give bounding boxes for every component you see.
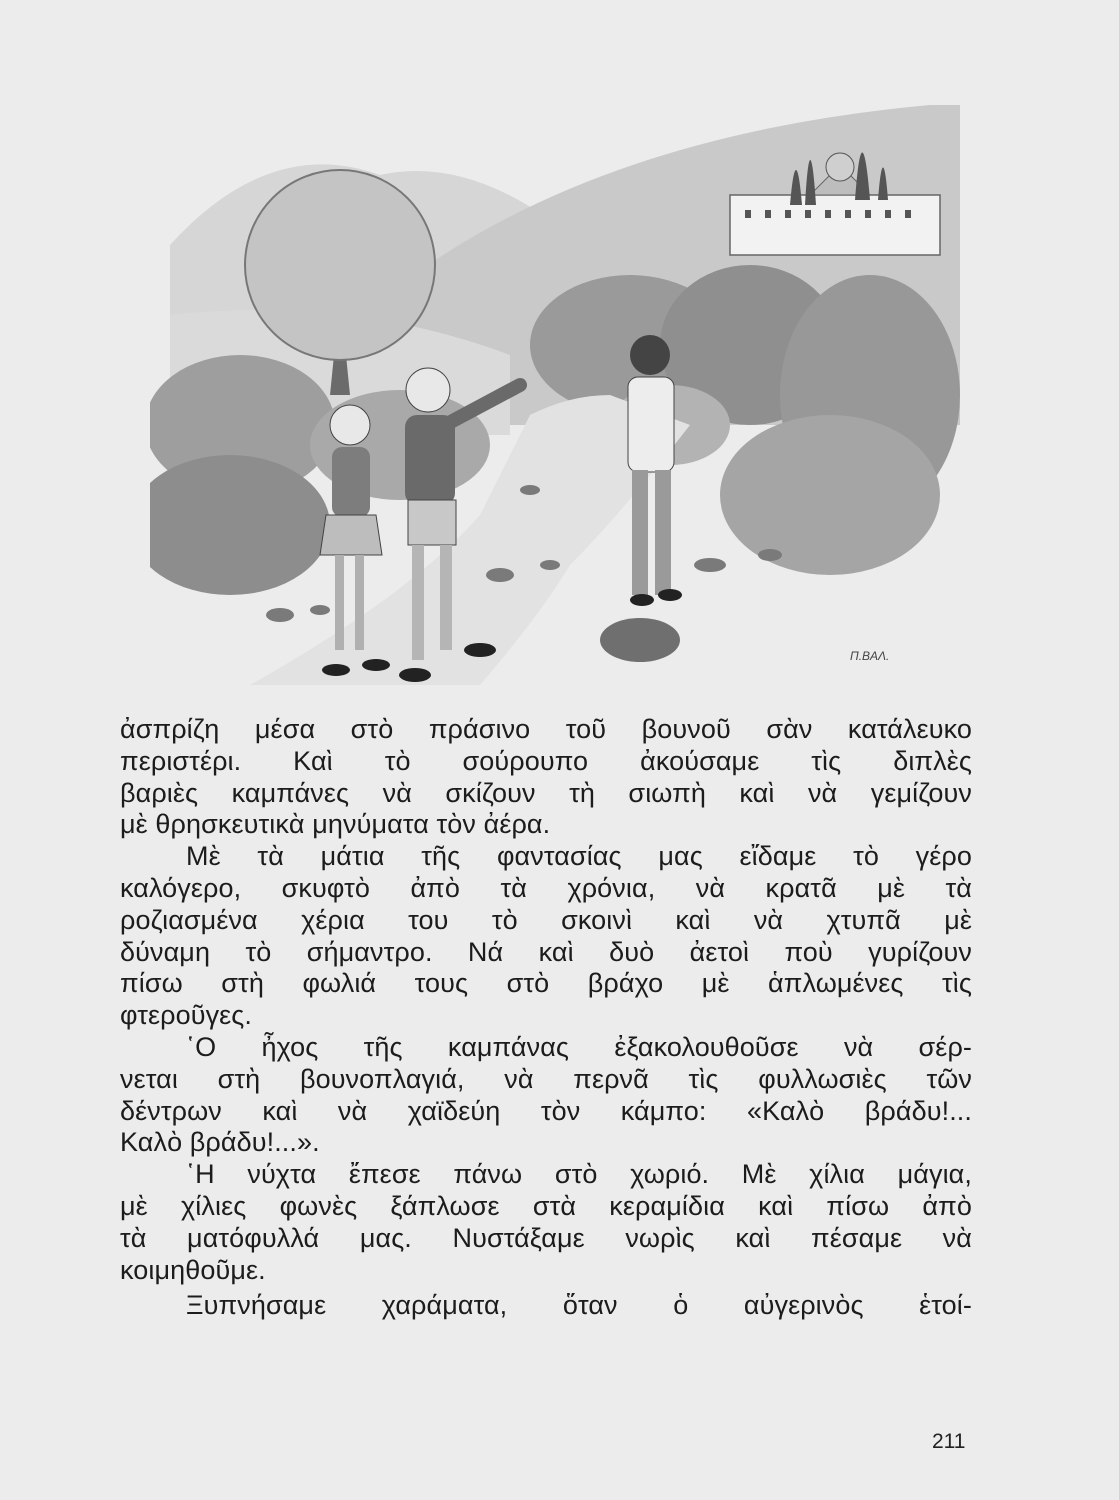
text-line: ῾Ο ἦχος τῆς καμπάνας ἐξακολουθοῦσε νὰ σέρ-	[186, 1031, 972, 1062]
text-line: ροζιασμένα χέρια του τὸ σκοινὶ καὶ νὰ χτυπᾶ μὲ	[120, 904, 972, 935]
text-line: δέντρων καὶ νὰ χαϊδεύη τὸν κάμπο: «Καλὸ βράδυ!...	[120, 1095, 972, 1126]
text-line: Καλὸ βράδυ!...».	[120, 1127, 320, 1158]
text-line: Ξυπνήσαμε χαράματα, ὅταν ὁ αὐγερινὸς ἑτοί-	[186, 1290, 972, 1321]
illustration-drawing	[150, 95, 960, 695]
text-line: περιστέρι. Καὶ τὸ σούρουπο ἀκούσαμε τὶς διπλὲς	[120, 745, 972, 776]
text-line: μὲ θρησκευτικὰ μηνύματα τὸν ἀέρα.	[120, 809, 551, 840]
text-line: πίσω στὴ φωλιά τους στὸ βράχο μὲ ἁπλωμένες τὶς	[120, 968, 972, 999]
text-line: ἀσπρίζη μέσα στὸ πράσινο τοῦ βουνοῦ σὰν κατάλευκο	[120, 714, 972, 744]
text-line: κοιμηθοῦμε.	[120, 1254, 266, 1285]
text-line: νεται στὴ βουνοπλαγιά, νὰ περνᾶ τὶς φυλλωσιὲς τῶν	[120, 1063, 972, 1094]
text-line: ῾Η νύχτα ἔπεσε πάνω στὸ χωριό. Μὲ χίλια μάγια,	[186, 1159, 972, 1190]
illustrator-signature: Π.ΒΑΛ.	[850, 649, 890, 663]
text-line: τὰ ματόφυλλά μας. Νυστάξαμε νωρὶς καὶ πέσαμε νὰ	[120, 1222, 972, 1253]
text-line: φτεροῦγες.	[120, 1000, 253, 1031]
text-line: μὲ χίλιες φωνὲς ξάπλωσε στὰ κεραμίδια καὶ πίσω ἀπὸ	[120, 1190, 972, 1221]
text-line: Μὲ τὰ μάτια τῆς φαντασίας μας εἴδαμε τὸ γέρο	[186, 841, 972, 872]
page-number: 211	[932, 1430, 966, 1453]
illustration-children-walking-to-monastery	[150, 95, 960, 695]
text-line: βαριὲς καμπάνες νὰ σκίζουν τὴ σιωπὴ καὶ νὰ γεμίζουν	[120, 777, 972, 808]
text-line: δύναμη τὸ σήμαντρο. Νά καὶ δυὸ ἀετοὶ ποὺ γυρίζουν	[120, 936, 972, 967]
body-text	[120, 714, 972, 1322]
text-line: καλόγερο, σκυφτὸ ἀπὸ τὰ χρόνια, νὰ κρατᾶ μὲ τὰ	[120, 872, 972, 903]
